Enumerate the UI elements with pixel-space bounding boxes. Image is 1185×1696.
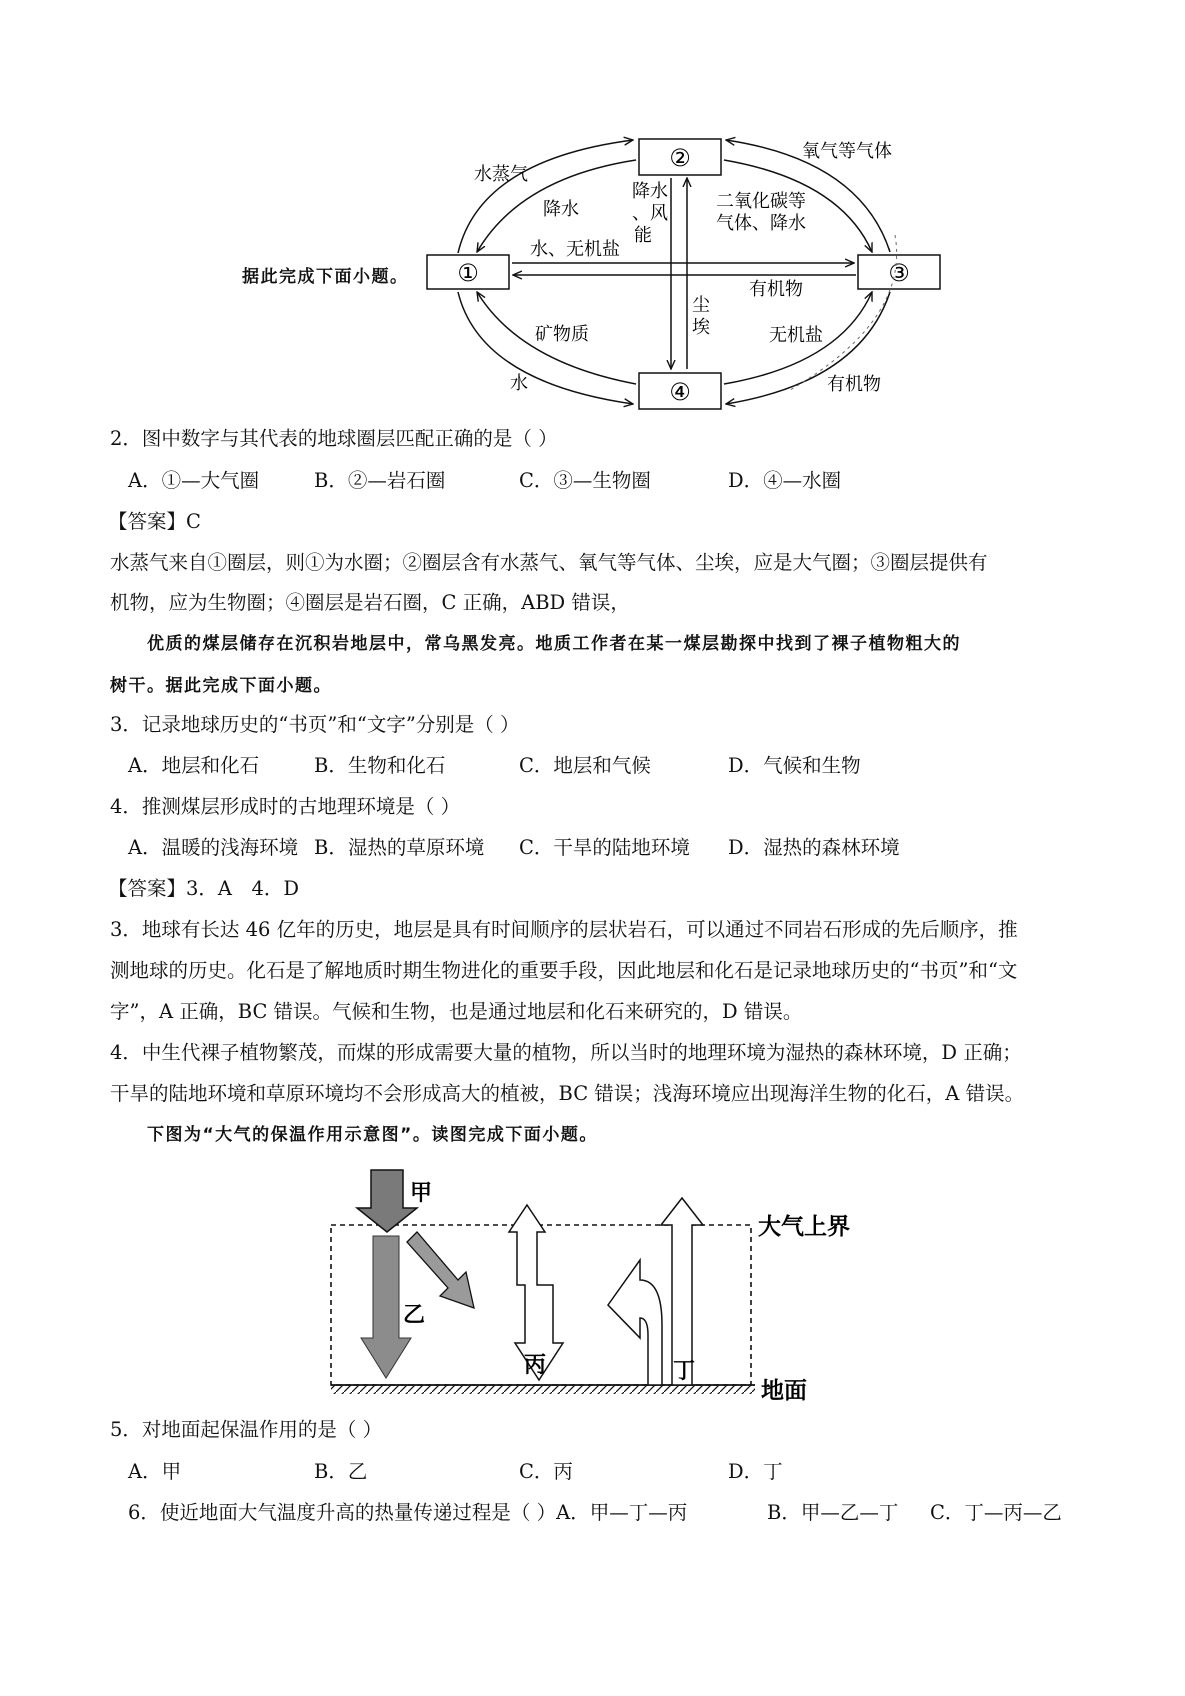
- q4-option-a: A．温暖的浅海环境: [128, 836, 299, 859]
- box-2-label: ②: [669, 144, 691, 172]
- q5-option-d: D．丁: [728, 1460, 783, 1483]
- label-precip-left: 降水: [543, 199, 579, 220]
- arrow-water-bottom: [458, 292, 633, 404]
- label-precip-wind-b: 、风: [632, 203, 668, 224]
- q3-option-a: A．地层和化石: [128, 754, 260, 777]
- q2-stem: 2．图中数字与其代表的地球圈层匹配正确的是（ ）: [110, 427, 558, 450]
- q2-option-a: A．①—大气圈: [128, 469, 260, 492]
- q5-option-a: A．甲: [128, 1460, 182, 1483]
- intro-3: 下图为“大气的保温作用示意图”。读图完成下面小题。: [147, 1125, 598, 1145]
- arrow-ding-branch: [608, 1260, 662, 1385]
- answer-3-4: 【答案】3．A 4．D: [108, 877, 300, 900]
- box-3-label: ③: [888, 259, 910, 287]
- q4-option-c: C．干旱的陆地环境: [519, 836, 690, 859]
- label-water-vapor: 水蒸气: [474, 164, 528, 185]
- analysis-3-4-line-4: 4．中生代裸子植物繁茂，而煤的形成需要大量的植物，所以当时的地理环境为湿热的森林环境，D 正确；: [110, 1041, 1022, 1064]
- label-water-bottom: 水: [510, 373, 528, 394]
- label-co2-b: 气体、降水: [716, 213, 806, 234]
- label-precip-wind-c: 能: [634, 225, 652, 246]
- q4-option-d: D．湿热的森林环境: [728, 836, 900, 859]
- analysis-3-4-line-2: 测地球的历史。化石是了解地质时期生物进化的重要手段，因此地层和化石是记录地球历史的“书页”和“文: [110, 959, 1018, 982]
- q5-stem: 5．对地面起保温作用的是（ ）: [110, 1418, 383, 1441]
- q6-option-c: C．丁—丙—乙: [930, 1501, 1062, 1524]
- q6-stem: 6．使近地面大气温度升高的热量传递过程是（ ）A．甲—丁—丙: [128, 1501, 688, 1524]
- q2-option-b: B．②—岩石圈: [314, 469, 446, 492]
- box-4-label: ④: [669, 378, 691, 406]
- analysis-3-4-line-3: 字”，A 正确，BC 错误。气候和生物，也是通过地层和化石来研究的，D 错误。: [110, 1000, 803, 1023]
- label-mineral: 矿物质: [535, 324, 589, 345]
- q3-option-c: C．地层和气候: [519, 754, 651, 777]
- q5-option-b: B．乙: [314, 1460, 368, 1483]
- label-yi: 乙: [403, 1303, 426, 1328]
- label-precip-wind-a: 降水: [632, 181, 668, 202]
- insulation-diagram: [0, 1160, 1185, 1420]
- q2-answer: 【答案】C: [108, 510, 201, 533]
- label-organic-mid: 有机物: [749, 279, 803, 300]
- arrow-jia: [357, 1170, 417, 1232]
- intro-2-line-1: 优质的煤层储存在沉积岩地层中，常乌黑发亮。地质工作者在某一煤层勘探中找到了裸子植物粗大的: [147, 634, 961, 654]
- q4-option-b: B．湿热的草原环境: [314, 836, 485, 859]
- intro-1: 据此完成下面小题。: [242, 267, 409, 287]
- q3-option-b: B．生物和化石: [314, 754, 446, 777]
- arrow-ding: [661, 1198, 703, 1385]
- q4-stem: 4．推测煤层形成时的古地理环境是（ ）: [110, 795, 461, 818]
- label-top-of-atmosphere: 大气上界: [758, 1214, 850, 1240]
- label-organic-bottom: 有机物: [827, 374, 881, 395]
- label-water-salt: 水、无机盐: [530, 239, 620, 260]
- analysis-3-4-line-1: 3．地球有长达 46 亿年的历史，地层是具有时间顺序的层状岩石，可以通过不同岩石形成的先后顺序，推: [110, 918, 1018, 941]
- q6-option-b: B．甲—乙—丁: [767, 1501, 899, 1524]
- label-ground: 地面: [761, 1378, 807, 1404]
- label-jia: 甲: [410, 1181, 433, 1206]
- label-dust-a: 尘: [692, 295, 710, 316]
- label-dust-b: 埃: [692, 317, 710, 338]
- q2-option-c: C．③—生物圈: [519, 469, 651, 492]
- label-oxygen: 氧气等气体: [802, 141, 892, 162]
- label-bing: 丙: [524, 1353, 547, 1378]
- label-ding: 丁: [673, 1359, 696, 1384]
- arrow-reflect: [407, 1232, 474, 1308]
- label-co2-a: 二氧化碳等: [716, 191, 806, 212]
- q2-analysis-1: 水蒸气来自①圈层，则①为水圈；②圈层含有水蒸气、氧气等气体、尘埃，应是大气圈；③圈层提供有: [110, 551, 988, 574]
- q5-option-c: C．丙: [519, 1460, 573, 1483]
- arrow-water-vapor: [458, 140, 633, 253]
- q3-stem: 3．记录地球历史的“书页”和“文字”分别是（ ）: [110, 713, 520, 736]
- sphere-cycle-diagram: [0, 0, 1185, 420]
- ground-hatch: [331, 1385, 755, 1394]
- intro-2-line-2: 树干。据此完成下面小题。: [110, 676, 332, 696]
- box-1-label: ①: [457, 259, 479, 287]
- q2-analysis-2: 机物，应为生物圈；④圈层是岩石圈，C 正确，ABD 错误，: [110, 591, 630, 614]
- label-inorganic-salt: 无机盐: [769, 325, 823, 346]
- q2-option-d: D．④—水圈: [728, 469, 842, 492]
- analysis-3-4-line-5: 干旱的陆地环境和草原环境均不会形成高大的植被，BC 错误；浅海环境应出现海洋生物的化石，A 错误。: [110, 1082, 1025, 1105]
- q3-option-d: D．气候和生物: [728, 754, 861, 777]
